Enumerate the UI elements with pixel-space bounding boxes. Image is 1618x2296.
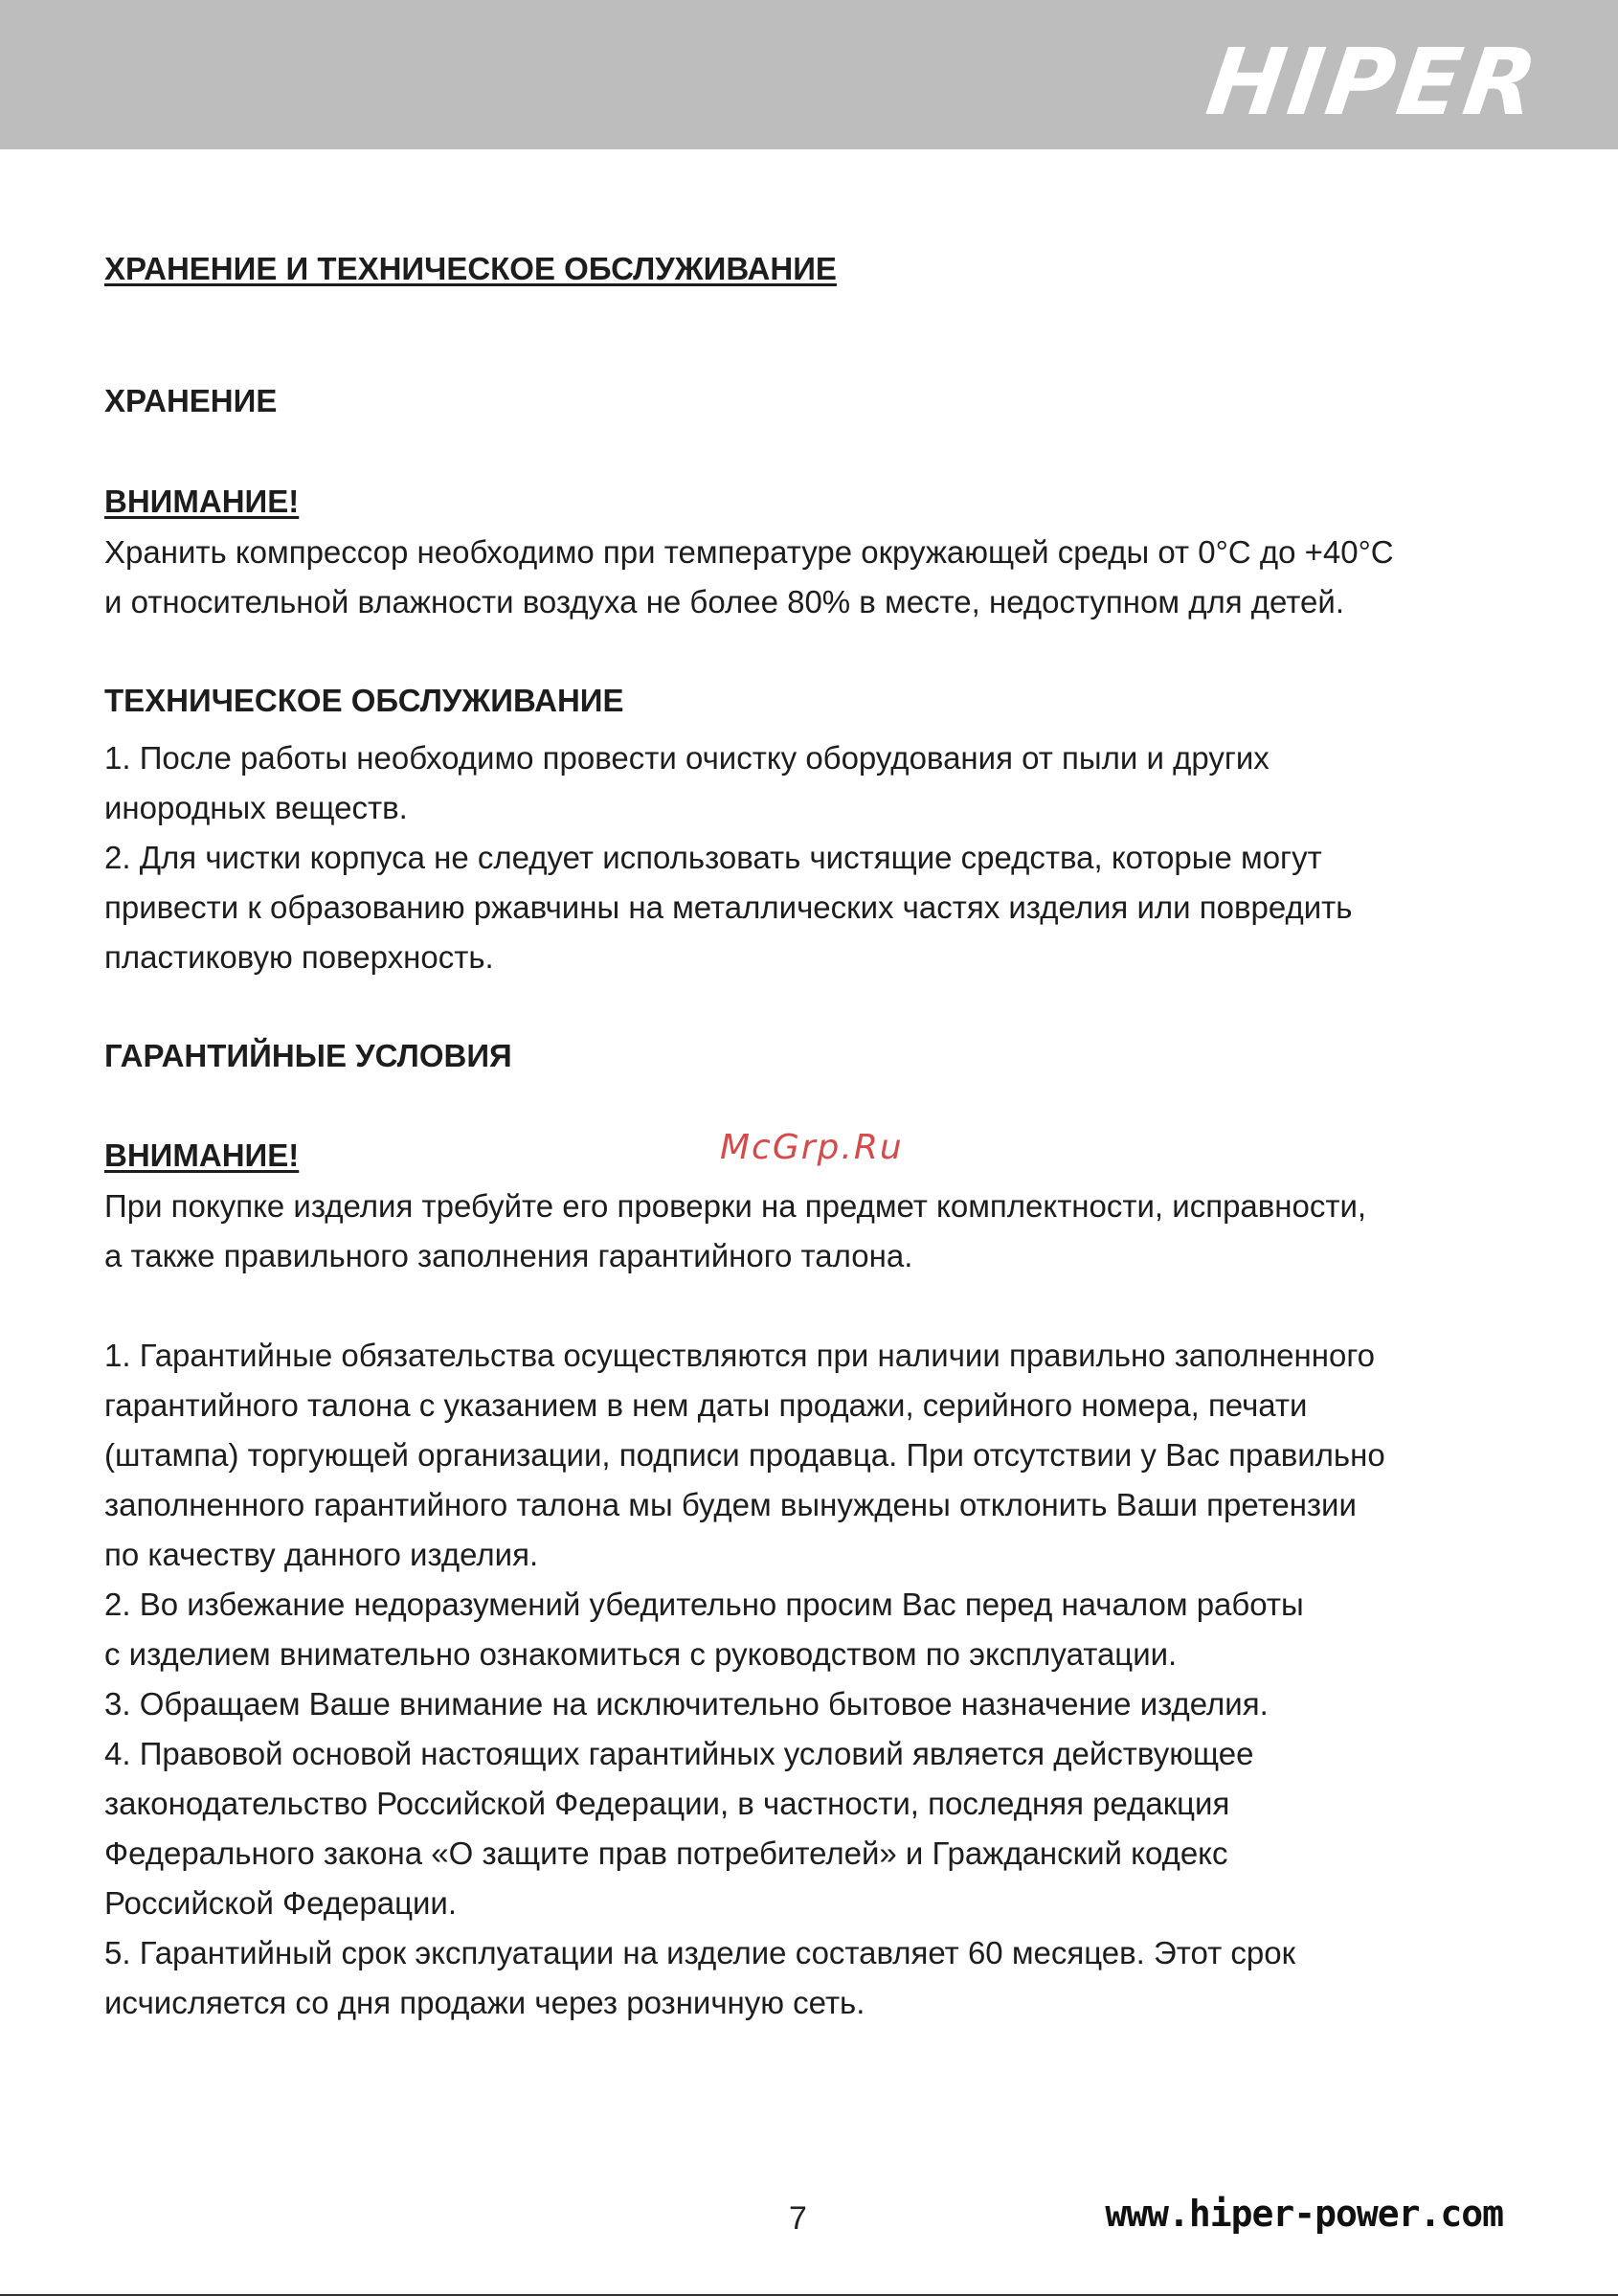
text-line: гарантийного талона с указанием в нем даты продажи, серийного номера, печати <box>104 1387 1308 1423</box>
page-number: 7 <box>789 2200 807 2237</box>
text-line: заполненного гарантийного талона мы будем вынуждены отклонить Ваши претензии <box>104 1487 1357 1522</box>
text-line: привести к образованию ржавчины на металлических частях изделия или повредить <box>104 889 1353 925</box>
text-line: и относительной влажности воздуха не более 80% в месте, недоступном для детей. <box>104 584 1344 619</box>
document-title: ХРАНЕНИЕ И ТЕХНИЧЕСКОЕ ОБСЛУЖИВАНИЕ <box>104 251 837 286</box>
text-line: При покупке изделия требуйте его проверки на предмет комплектности, исправности, <box>104 1188 1367 1224</box>
text-line: инородных веществ. <box>104 790 408 825</box>
header-band <box>0 0 1618 149</box>
text-line: Федерального закона «О защите прав потребителей» и Гражданский кодекс <box>104 1835 1228 1871</box>
text-line: (штампа) торгующей организации, подписи продавца. При отсутствии у Вас правильно <box>104 1437 1385 1473</box>
text-line: исчисляется со дня продажи через розничную сеть. <box>104 1985 865 2020</box>
watermark: McGrp.Ru <box>720 1128 904 1167</box>
maintenance-text <box>104 733 1521 982</box>
text-line: 2. Во избежание недоразумений убедительно просим Вас перед началом работы <box>104 1587 1304 1622</box>
text-line: а также правильного заполнения гарантийного талона. <box>104 1238 913 1273</box>
text-line: 4. Правовой основой настоящих гарантийных условий является действующее <box>104 1736 1254 1771</box>
text-line: 3. Обращаем Ваше внимание на исключительно бытовое назначение изделия. <box>104 1686 1269 1722</box>
text-line: Российской Федерации. <box>104 1885 458 1921</box>
text-line: 2. Для чистки корпуса не следует использовать чистящие средства, которые могут <box>104 840 1322 875</box>
storage-heading: ХРАНЕНИЕ <box>104 383 278 418</box>
hiper-logo: HIPER <box>1201 29 1547 136</box>
maintenance-heading: ТЕХНИЧЕСКОЕ ОБСЛУЖИВАНИЕ <box>104 683 624 718</box>
website-link[interactable]: www.hiper-power.com <box>1105 2193 1503 2235</box>
warranty-heading: ГАРАНТИЙНЫЕ УСЛОВИЯ <box>104 1038 512 1073</box>
text-line: пластиковую поверхность. <box>104 939 494 975</box>
text-line: Хранить компрессор необходимо при температуре окружающей среды от 0°С до +40°С <box>104 534 1394 570</box>
text-line: законодательство Российской Федерации, в частности, последняя редакция <box>104 1786 1230 1821</box>
warranty-warning: ВНИМАНИЕ! <box>104 1137 300 1173</box>
storage-warning: ВНИМАНИЕ! <box>104 484 300 519</box>
warranty-terms <box>104 1331 1521 2028</box>
text-line: 5. Гарантийный срок эксплуатации на изделие составляет 60 месяцев. Этот срок <box>104 1935 1296 1970</box>
text-line: с изделием внимательно ознакомиться с руководством по эксплуатации. <box>104 1636 1178 1672</box>
storage-text <box>104 528 1521 627</box>
text-line: 1. После работы необходимо провести очистку оборудования от пыли и других <box>104 740 1270 776</box>
warranty-intro <box>104 1182 1521 1281</box>
text-line: по качеству данного изделия. <box>104 1537 539 1572</box>
text-line: 1. Гарантийные обязательства осуществляются при наличии правильно заполненного <box>104 1338 1375 1373</box>
